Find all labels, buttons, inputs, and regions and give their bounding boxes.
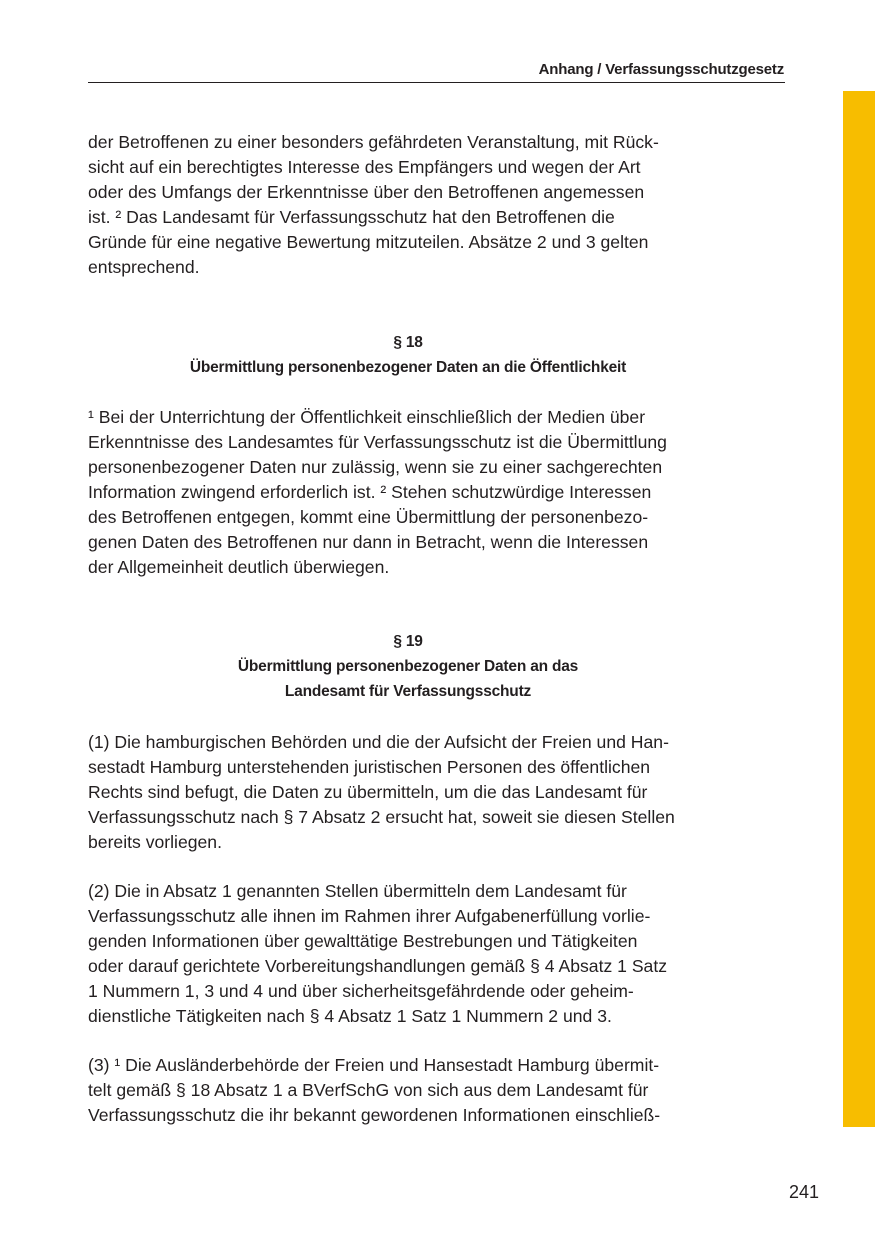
text-line: des Betroffenen entgegen, kommt eine Übermittlung der personenbezo- bbox=[88, 507, 649, 527]
intro-paragraph bbox=[88, 130, 728, 280]
text-line: genen Daten des Betroffenen nur dann in Betracht, wenn die Interessen bbox=[88, 532, 649, 552]
text-line: genden Informationen über gewalttätige Bestrebungen und Tätigkeiten bbox=[88, 931, 638, 951]
text-line: telt gemäß § 18 Absatz 1 a BVerfSchG von sich aus dem Landesamt für bbox=[88, 1080, 649, 1100]
text-line: Rechts sind befugt, die Daten zu übermitteln, um die das Landesamt für bbox=[88, 782, 648, 802]
text-line: (1) Die hamburgischen Behörden und die der Aufsicht der Freien und Han- bbox=[88, 732, 669, 752]
page-number: 241 bbox=[788, 1182, 819, 1202]
section-number: § 19 bbox=[393, 633, 423, 650]
text-line: Verfassungsschutz alle ihnen im Rahmen ihrer Aufgabenerfüllung vorlie- bbox=[88, 906, 651, 926]
text-line: der Allgemeinheit deutlich überwiegen. bbox=[88, 557, 390, 577]
header-rule bbox=[88, 82, 785, 83]
text-line: dienstliche Tätigkeiten nach § 4 Absatz 1 Satz 1 Nummern 2 und 3. bbox=[88, 1006, 612, 1026]
section-title: Übermittlung personenbezogener Daten an das bbox=[237, 658, 579, 675]
text-line: Information zwingend erforderlich ist. ² Stehen schutzwürdige Interessen bbox=[88, 482, 652, 502]
text-line: oder darauf gerichtete Vorbereitungshandlungen gemäß § 4 Absatz 1 Satz bbox=[88, 956, 668, 976]
text-line: (3) ¹ Die Ausländerbehörde der Freien und Hansestadt Hamburg übermit- bbox=[88, 1055, 660, 1075]
text-line: sicht auf ein berechtigtes Interesse des Empfängers und wegen der Art bbox=[88, 157, 641, 177]
chapter-side-tab bbox=[843, 91, 875, 1127]
section-18-heading bbox=[88, 330, 728, 380]
text-line: personenbezogener Daten nur zulässig, wenn sie zu einer sachgerechten bbox=[88, 457, 663, 477]
running-header-title: Anhang / Verfassungsschutzgesetz bbox=[538, 61, 784, 78]
text-line: sestadt Hamburg unterstehenden juristischen Personen des öffentlichen bbox=[88, 757, 651, 777]
section-19-paragraph-3 bbox=[88, 1053, 728, 1128]
section-19-paragraph-2 bbox=[88, 879, 728, 1029]
text-line: Erkenntnisse des Landesamtes für Verfassungsschutz ist die Übermittlung bbox=[88, 432, 667, 452]
section-title: Übermittlung personenbezogener Daten an die Öffentlichkeit bbox=[189, 359, 627, 376]
text-line: (2) Die in Absatz 1 genannten Stellen übermitteln dem Landesamt für bbox=[88, 881, 627, 901]
section-19-heading bbox=[88, 629, 728, 704]
section-18-paragraph bbox=[88, 405, 728, 580]
section-19-paragraph-1 bbox=[88, 730, 728, 855]
text-line: ist. ² Das Landesamt für Verfassungsschutz hat den Betroffenen die bbox=[88, 207, 615, 227]
section-number: § 18 bbox=[393, 334, 423, 351]
section-title: Landesamt für Verfassungsschutz bbox=[284, 683, 532, 700]
text-line: Verfassungsschutz die ihr bekannt gewordenen Informationen einschließ- bbox=[88, 1105, 661, 1125]
text-line: Gründe für eine negative Bewertung mitzuteilen. Absätze 2 und 3 gelten bbox=[88, 232, 649, 252]
text-line: ¹ Bei der Unterrichtung der Öffentlichkeit einschließlich der Medien über bbox=[88, 407, 646, 427]
text-line: der Betroffenen zu einer besonders gefährdeten Veranstaltung, mit Rück- bbox=[88, 132, 659, 152]
text-line: entsprechend. bbox=[88, 257, 200, 277]
text-line: bereits vorliegen. bbox=[88, 832, 222, 852]
text-line: Verfassungsschutz nach § 7 Absatz 2 ersucht hat, soweit sie diesen Stellen bbox=[88, 807, 675, 827]
text-line: 1 Nummern 1, 3 und 4 und über sicherheitsgefährdende oder geheim- bbox=[88, 981, 634, 1001]
text-line: oder des Umfangs der Erkenntnisse über den Betroffenen angemessen bbox=[88, 182, 645, 202]
